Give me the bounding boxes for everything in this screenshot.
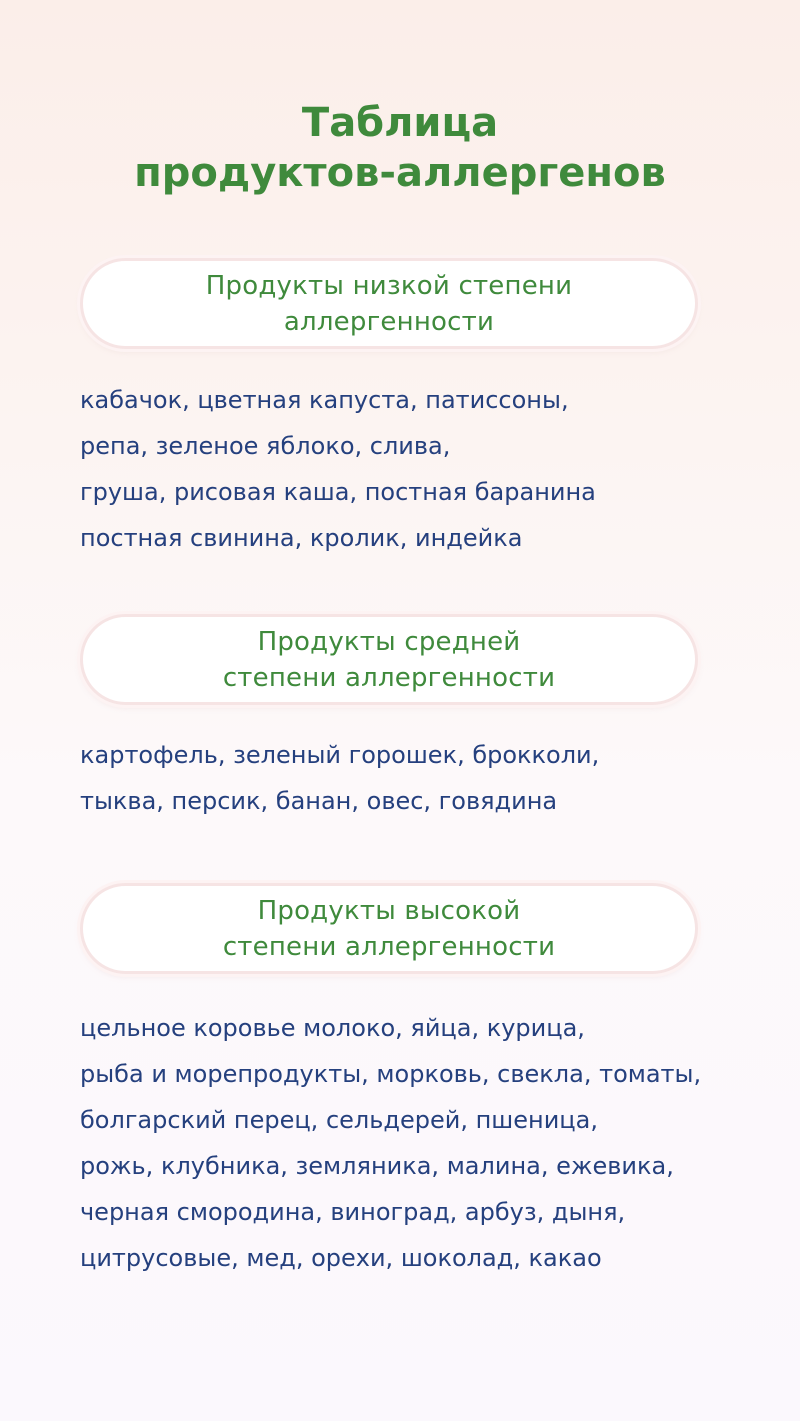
section-heading-low-line-1: Продукты низкой степени — [205, 270, 573, 301]
list-item: цельное коровье молоко, яйца, курица, — [80, 1014, 585, 1042]
section-heading-medium — [80, 614, 698, 705]
list-item: репа, зеленое яблоко, слива, — [80, 432, 451, 460]
section-heading-medium-line-2: степени аллергенности — [222, 662, 556, 693]
section-heading-low — [80, 258, 698, 349]
page-title — [0, 98, 800, 198]
section-heading-high-line-2: степени аллергенности — [222, 931, 556, 962]
list-item: груша, рисовая каша, постная баранина — [80, 478, 596, 506]
page-title-line-1: Таблица — [301, 100, 499, 146]
list-item: постная свинина, кролик, индейка — [80, 524, 523, 552]
section-list-low — [80, 377, 780, 561]
section-list-high — [80, 1005, 780, 1281]
list-item: кабачок, цветная капуста, патиссоны, — [80, 386, 569, 414]
section-heading-medium-line-1: Продукты средней — [257, 626, 521, 657]
page-title-line-2: продуктов-аллергенов — [134, 150, 666, 196]
list-item: болгарский перец, сельдерей, пшеница, — [80, 1106, 598, 1134]
section-heading-low-line-2: аллергенности — [283, 306, 495, 337]
section-heading-high — [80, 883, 698, 974]
list-item: цитрусовые, мед, орехи, шоколад, какао — [80, 1244, 602, 1272]
list-item: рожь, клубника, земляника, малина, ежевика, — [80, 1152, 674, 1180]
section-heading-high-line-1: Продукты высокой — [257, 895, 521, 926]
list-item: рыба и морепродукты, морковь, свекла, томаты, — [80, 1060, 702, 1088]
section-list-medium — [80, 732, 780, 824]
list-item: черная смородина, виноград, арбуз, дыня, — [80, 1198, 626, 1226]
list-item: картофель, зеленый горошек, брокколи, — [80, 741, 600, 769]
list-item: тыква, персик, банан, овес, говядина — [80, 787, 558, 815]
